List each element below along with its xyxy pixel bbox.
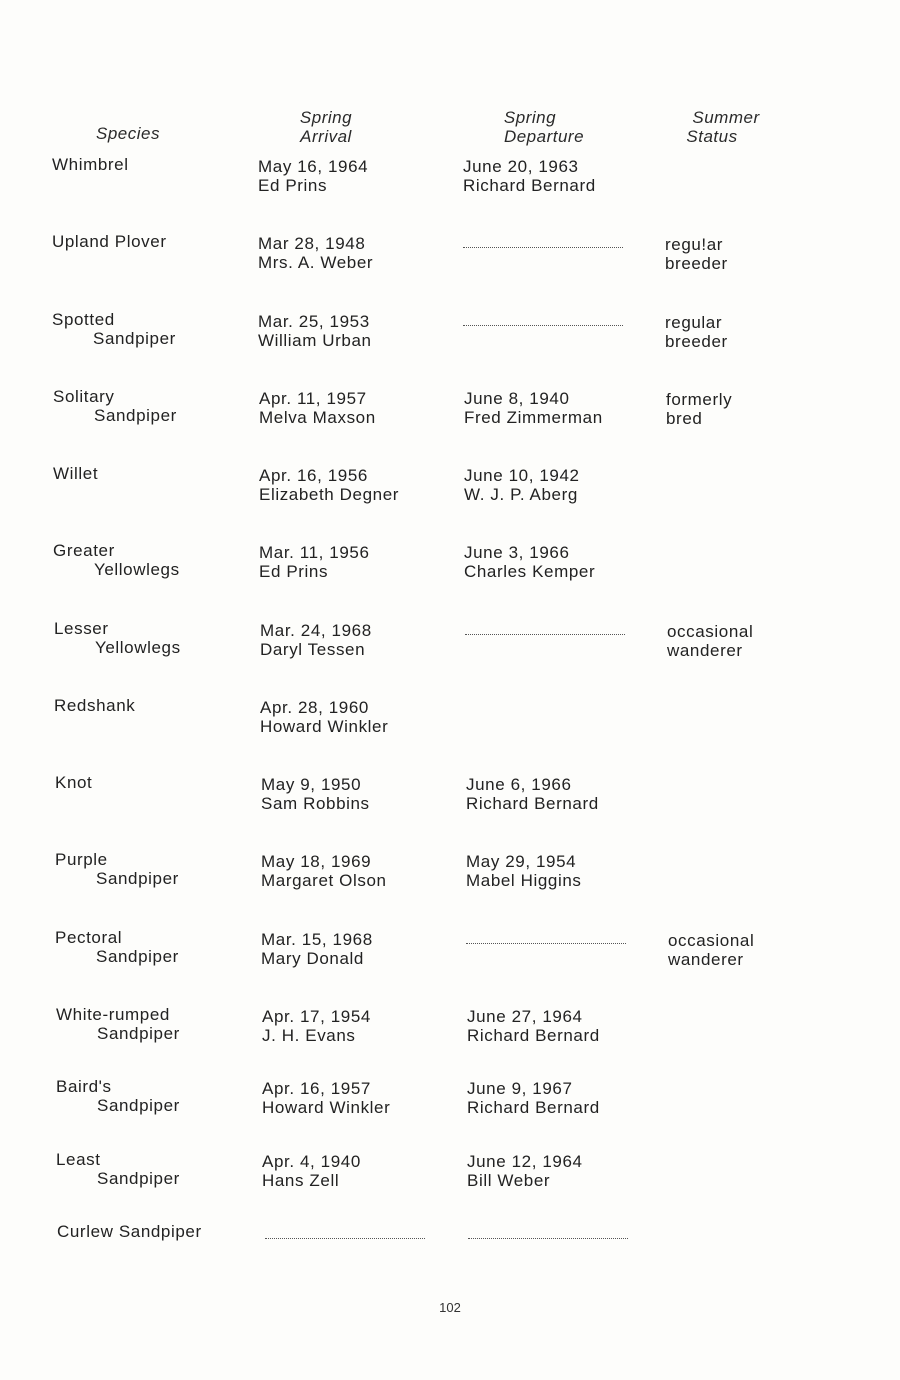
spring-arrival [258, 235, 373, 272]
spring-departure-line2: Bill Weber [467, 1170, 551, 1190]
species-name-line1: Redshank [54, 696, 136, 715]
species-name-line1: Pectoral [55, 928, 123, 947]
species-name-line2: Sandpiper [97, 1168, 180, 1188]
spring-arrival [258, 313, 372, 350]
species-name-line1: Purple [55, 850, 108, 869]
table-row [2, 620, 900, 680]
table-row [2, 697, 900, 757]
spring-arrival-line1: Apr. 16, 1956 [259, 466, 368, 485]
spring-departure [467, 1153, 583, 1190]
spring-arrival-line2: Ed Prins [259, 561, 329, 581]
spring-departure-line2: Mabel Higgins [466, 870, 582, 890]
header-status-line2: Status [686, 127, 738, 146]
species-name [53, 542, 180, 579]
species-name-line1: White-rumped [56, 1005, 170, 1024]
species-name [56, 1151, 180, 1188]
table-row [1, 388, 900, 448]
summer-status-line2: breeder [665, 253, 728, 273]
spring-arrival-line1: Mar 28, 1948 [258, 234, 366, 253]
header-departure-line1: Spring [503, 108, 557, 127]
spring-departure [467, 1008, 600, 1045]
spring-departure [463, 158, 596, 195]
species-name [55, 774, 96, 793]
spring-departure-line1: June 20, 1963 [463, 157, 579, 176]
species-name [56, 1078, 180, 1115]
spring-arrival [260, 622, 372, 659]
table-row [4, 1006, 900, 1066]
species-name [53, 465, 98, 484]
species-name-line2: Sandpiper [94, 405, 177, 425]
spring-departure-line1: June 9, 1967 [467, 1079, 573, 1098]
spring-departure-line1: June 8, 1940 [464, 389, 570, 408]
spring-arrival-line2: Hans Zell [262, 1170, 340, 1190]
spring-arrival [259, 467, 399, 504]
species-name-line2: Sandpiper [97, 1023, 180, 1043]
species-name [55, 929, 179, 966]
header-arrival-line2: Arrival [300, 127, 352, 146]
spring-arrival [261, 853, 387, 890]
spring-departure-line2: Richard Bernard [466, 793, 599, 813]
spring-arrival-line1: Mar. 11, 1956 [259, 543, 370, 562]
spring-arrival-line1: Apr. 17, 1954 [262, 1007, 371, 1026]
species-name-line1: Curlew Sandpiper [57, 1222, 202, 1241]
species-name-line1: Upland Plover [52, 232, 167, 251]
spring-departure [464, 544, 595, 581]
summer-status-line1: occasional [667, 622, 754, 641]
spring-arrival-line2: Mary Donald [261, 948, 364, 968]
species-name-line1: Knot [55, 773, 93, 792]
species-name [54, 620, 181, 657]
spring-departure-line1: June 27, 1964 [467, 1007, 583, 1026]
spring-arrival-line2: Ed Prins [258, 175, 328, 195]
species-name-line2: Sandpiper [97, 1095, 180, 1115]
summer-status [665, 314, 728, 351]
species-name-line1: Spotted [52, 310, 115, 329]
table-row [3, 929, 900, 989]
spring-arrival-line1: May 16, 1964 [258, 157, 369, 176]
species-name-line1: Lesser [54, 619, 109, 638]
spring-arrival-line2: Sam Robbins [261, 793, 370, 813]
species-name-line1: Least [56, 1150, 101, 1169]
departure-blank-line [465, 634, 625, 635]
page-number: 102 [439, 1300, 461, 1315]
spring-arrival-line2: Daryl Tessen [260, 639, 366, 659]
species-name-line1: Solitary [53, 387, 115, 406]
species-name [56, 1006, 180, 1043]
spring-arrival-line1: Apr. 4, 1940 [262, 1152, 361, 1171]
spring-arrival [262, 1080, 390, 1117]
header-status-line1: Summer [692, 108, 760, 127]
spring-arrival [259, 544, 370, 581]
spring-arrival-line2: Howard Winkler [260, 716, 389, 736]
header-arrival-line1: Spring [299, 108, 353, 127]
species-name-line1: Baird's [56, 1077, 112, 1096]
table-row [4, 1151, 900, 1211]
spring-departure-line1: June 12, 1964 [467, 1152, 583, 1171]
spring-departure-line2: Richard Bernard [463, 175, 596, 195]
arrival-blank-line [265, 1238, 425, 1239]
spring-arrival-line1: May 9, 1950 [261, 775, 362, 794]
spring-arrival-line1: Apr. 11, 1957 [259, 389, 367, 408]
table-row [1, 542, 900, 602]
spring-departure [464, 390, 603, 427]
table-row [3, 774, 900, 834]
species-name [52, 156, 129, 175]
spring-departure-line2: W. J. P. Aberg [464, 484, 578, 504]
table-row [1, 465, 900, 525]
spring-departure-line2: Richard Bernard [467, 1025, 600, 1045]
summer-status-line2: bred [666, 408, 703, 428]
summer-status-line1: occasional [668, 931, 755, 950]
spring-arrival [262, 1153, 361, 1190]
summer-status-line2: wanderer [667, 640, 743, 660]
departure-blank-line [466, 943, 626, 944]
spring-arrival-line1: Mar. 15, 1968 [261, 930, 373, 949]
species-name [54, 697, 135, 716]
spring-arrival-line2: Elizabeth Degner [259, 484, 400, 504]
spring-departure-line2: Charles Kemper [464, 561, 596, 581]
summer-status-line1: regu!ar [665, 235, 724, 254]
spring-arrival [262, 1008, 371, 1045]
header-spring-departure [484, 108, 604, 146]
species-name-line2: Sandpiper [96, 868, 179, 888]
summer-status [666, 391, 732, 428]
spring-arrival [259, 390, 376, 427]
header-summer-status [672, 108, 772, 146]
spring-departure [464, 467, 580, 504]
spring-arrival-line2: J. H. Evans [262, 1025, 356, 1045]
spring-departure-line1: June 3, 1966 [464, 543, 570, 562]
table-row [3, 851, 900, 911]
spring-departure [467, 1080, 600, 1117]
spring-arrival-line2: William Urban [258, 330, 372, 350]
header-species [78, 124, 178, 143]
species-name-line2: Sandpiper [96, 946, 179, 966]
species-name-line1: Willet [53, 464, 99, 483]
spring-arrival-line2: Melva Maxson [259, 407, 376, 427]
spring-arrival-line1: Apr. 28, 1960 [260, 698, 369, 717]
species-name [53, 388, 177, 425]
table-row [0, 156, 900, 216]
table-row [5, 1223, 900, 1283]
spring-arrival-line1: Apr. 16, 1957 [262, 1079, 371, 1098]
spring-departure-line1: May 29, 1954 [466, 852, 577, 871]
summer-status-line2: breeder [665, 331, 728, 351]
spring-arrival-line1: Mar. 25, 1953 [258, 312, 370, 331]
summer-status-line2: wanderer [668, 949, 744, 969]
species-name-line1: Whimbrel [52, 155, 129, 174]
summer-status-line1: regular [665, 313, 723, 332]
summer-status [667, 623, 753, 660]
summer-status-line1: formerly [666, 390, 733, 409]
spring-arrival [261, 776, 370, 813]
species-name [57, 1223, 202, 1242]
spring-departure [466, 776, 599, 813]
spring-arrival [258, 158, 368, 195]
spring-arrival-line1: May 18, 1969 [261, 852, 372, 871]
spring-departure [466, 853, 582, 890]
spring-arrival-line1: Mar. 24, 1968 [260, 621, 372, 640]
departure-blank-line [463, 247, 623, 248]
header-spring-arrival [266, 108, 386, 146]
species-name [52, 311, 176, 348]
summer-status [668, 932, 754, 969]
spring-arrival-line2: Mrs. A. Weber [258, 252, 374, 272]
header-species-label: Species [96, 124, 160, 143]
departure-blank-line [468, 1238, 628, 1239]
spring-departure-line1: June 10, 1942 [464, 466, 580, 485]
species-name [55, 851, 179, 888]
species-name-line2: Yellowlegs [95, 637, 181, 657]
spring-arrival-line2: Howard Winkler [262, 1097, 391, 1117]
spring-departure-line1: June 6, 1966 [466, 775, 572, 794]
table-row [0, 233, 900, 293]
header-departure-line2: Departure [503, 127, 585, 146]
species-name-line2: Sandpiper [93, 328, 176, 348]
spring-departure-line2: Richard Bernard [467, 1097, 600, 1117]
summer-status [665, 236, 728, 273]
table-row [0, 311, 900, 371]
spring-arrival [261, 931, 373, 968]
spring-departure-line2: Fred Zimmerman [464, 407, 603, 427]
table-row [4, 1078, 900, 1138]
departure-blank-line [463, 325, 623, 326]
species-name-line2: Yellowlegs [94, 559, 180, 579]
spring-arrival [260, 699, 388, 736]
species-name-line1: Greater [53, 541, 115, 560]
species-name [52, 233, 167, 252]
spring-arrival-line2: Margaret Olson [261, 870, 387, 890]
